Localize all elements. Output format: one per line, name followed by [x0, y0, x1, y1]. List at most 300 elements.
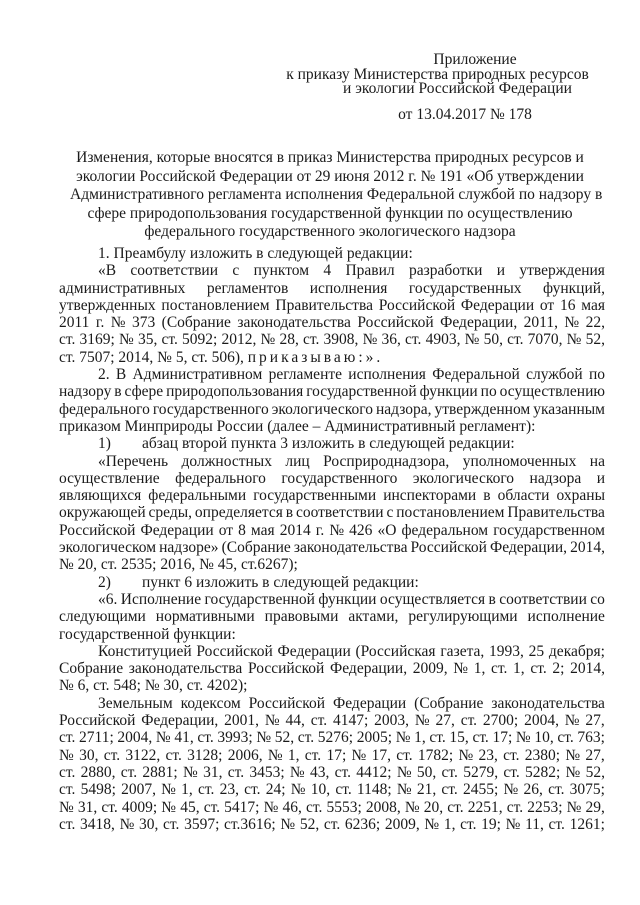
- word: 23,: [478, 746, 498, 764]
- item-1-quote-line: [59, 539, 605, 556]
- word: ст.: [303, 331, 320, 349]
- word: ст.: [323, 815, 341, 833]
- word: 50,: [483, 331, 503, 349]
- word: №: [264, 712, 280, 730]
- word: 4147;: [332, 712, 369, 730]
- word: административных: [59, 279, 186, 297]
- ministry-name: и экологии Российской Федерации: [343, 80, 572, 97]
- word: 2011: [59, 314, 90, 332]
- quote-text: ст. 7507; 2014, № 5, ст. 506),: [59, 348, 244, 366]
- paragraph-2-line: [59, 366, 605, 383]
- word: ст.: [203, 798, 221, 816]
- word: Росприроднадзора,: [323, 452, 450, 470]
- word: ст.: [334, 763, 351, 781]
- word: по: [588, 366, 605, 384]
- word: №: [119, 331, 134, 349]
- word: Правительства: [275, 296, 373, 314]
- word: ст.: [460, 815, 477, 833]
- word: «Перечень: [98, 452, 169, 470]
- order-reference: к приказу Министерства природных ресурсов: [286, 66, 589, 83]
- word: федерального: [175, 469, 266, 487]
- word: №: [290, 781, 306, 799]
- word: №: [505, 815, 521, 833]
- word: экологическом: [59, 539, 157, 557]
- word: осуществляется: [379, 590, 486, 608]
- word: надзора,: [375, 400, 432, 418]
- word: 22,: [585, 314, 605, 332]
- word: государственного: [281, 469, 398, 487]
- word: Административном: [132, 366, 263, 384]
- word: экологического: [412, 469, 515, 487]
- word: 43,: [309, 763, 330, 781]
- word: в: [285, 504, 294, 522]
- word: службой: [526, 366, 583, 384]
- word: 5279,: [463, 763, 499, 781]
- word: ст.: [244, 781, 261, 799]
- word: 1148;: [356, 781, 392, 799]
- word: №: [155, 729, 171, 747]
- word: ст.: [198, 781, 215, 799]
- word: регламенте: [268, 366, 343, 384]
- word: 30,: [79, 746, 99, 764]
- word: Собрание: [59, 660, 124, 678]
- word: №: [396, 781, 412, 799]
- word: №: [329, 521, 345, 539]
- word: 2014,: [570, 660, 605, 678]
- word: 1,: [414, 729, 426, 747]
- list-number: 2): [98, 573, 111, 591]
- word: в: [483, 487, 491, 505]
- land-code-line: [59, 729, 605, 746]
- paragraph-2-line: [59, 401, 605, 418]
- word: с: [232, 262, 240, 280]
- word: надзоре»: [159, 539, 219, 557]
- word: разработки: [408, 262, 483, 280]
- word: регламентов: [206, 279, 289, 297]
- paragraph-1-quote-line: [59, 297, 605, 314]
- word: 2014,: [570, 539, 605, 557]
- word: определяется: [194, 504, 283, 522]
- word: области: [497, 487, 550, 505]
- word: экологического: [271, 400, 373, 418]
- word: 16: [560, 296, 576, 314]
- word: №: [183, 763, 198, 781]
- word: 17;: [326, 746, 347, 764]
- word: 52,: [299, 815, 320, 833]
- word: Федерации,: [489, 539, 568, 557]
- word: актами,: [348, 608, 399, 626]
- word: г.: [315, 521, 325, 539]
- word: 41,: [174, 729, 194, 747]
- word: со: [590, 590, 605, 608]
- word: 1,: [473, 660, 486, 678]
- word: 2;: [552, 660, 565, 678]
- land-code-line: [59, 747, 605, 764]
- word: утверждения: [519, 262, 605, 280]
- paragraph-1-heading: 1. Преамбулу изложить в следующей редакции:: [98, 245, 413, 262]
- word: надзору: [59, 383, 112, 401]
- word: 2007,: [121, 781, 156, 799]
- item-2-quote-line: [59, 591, 605, 608]
- word: Федерации: [140, 521, 214, 539]
- word: государственными: [253, 487, 377, 505]
- constitution-line: [59, 643, 605, 660]
- word: 52,: [274, 729, 295, 747]
- word: Федерации,: [440, 314, 518, 332]
- paragraph-1-quote-last-line: [59, 349, 605, 366]
- word: 2004,: [117, 729, 153, 747]
- item-1-quote-line: [59, 522, 605, 539]
- word: Российской: [248, 694, 326, 712]
- word: законодательства: [128, 660, 243, 678]
- word: №: [564, 314, 580, 332]
- word: 4: [323, 262, 332, 280]
- word: №: [414, 712, 430, 730]
- word: 26,: [523, 781, 543, 799]
- word: «6.: [98, 590, 118, 608]
- land-code-line: [59, 695, 605, 712]
- item-2-quote-line: [59, 608, 605, 625]
- word: 19;: [481, 815, 501, 833]
- land-code-line: [59, 799, 605, 816]
- word: 30,: [139, 815, 159, 833]
- word: лиц: [285, 452, 310, 470]
- title-line: Изменения, которые вносятся в приказ Министерства природных ресурсов и: [76, 149, 584, 166]
- word: федеральными: [148, 487, 247, 505]
- word: (Собрание: [161, 314, 231, 332]
- word: 27,: [585, 712, 605, 730]
- land-code-line: [59, 781, 605, 798]
- word: ст.: [396, 746, 413, 764]
- word: и: [596, 469, 605, 487]
- word: газета,: [440, 642, 485, 660]
- word: ст.: [447, 798, 464, 816]
- word: 21,: [416, 781, 437, 799]
- quote-end: .: [376, 348, 381, 366]
- word: 2700;: [482, 712, 519, 730]
- word: №: [396, 763, 412, 781]
- word: 45,: [180, 798, 200, 816]
- word: №: [263, 798, 279, 816]
- word: 3122,: [125, 746, 161, 764]
- word: 2.: [98, 366, 110, 384]
- word: 36,: [381, 331, 401, 349]
- word: 28,: [279, 331, 299, 349]
- word: Федеральной: [432, 366, 520, 384]
- word: ст.: [405, 331, 422, 349]
- word: ст.: [548, 815, 565, 833]
- word: №: [453, 660, 469, 678]
- word: исполнения: [309, 279, 388, 297]
- word: 23,: [219, 781, 239, 799]
- word: в: [114, 383, 122, 401]
- word: Федерации: [460, 296, 535, 314]
- word: 373: [131, 314, 156, 332]
- word: №: [256, 729, 272, 747]
- item-1-quote-line: [59, 504, 605, 521]
- word: ст.: [197, 729, 214, 747]
- title-line: Административного регламента исполнения Федеральной службой по надзору в: [70, 186, 603, 203]
- word: ст.: [429, 729, 446, 747]
- land-code-line: [59, 816, 605, 833]
- word: государственного: [152, 400, 269, 418]
- word: с: [386, 504, 394, 522]
- word: №: [424, 815, 440, 833]
- paragraph-1-quote-line: [59, 262, 605, 279]
- word: В: [115, 366, 127, 384]
- word: мая: [581, 296, 605, 314]
- word: ст.: [297, 729, 315, 747]
- word: ст.: [165, 746, 182, 764]
- word: ст.: [227, 763, 245, 781]
- word: 6236;: [344, 815, 381, 833]
- word: 27,: [585, 746, 605, 764]
- word: функций,: [542, 279, 605, 297]
- word: 7070,: [527, 331, 563, 349]
- constitution-last-line: № 6, ст. 548; № 30, ст. 4202);: [59, 677, 248, 695]
- word: 20,: [423, 798, 444, 816]
- word: 3597;: [184, 815, 220, 833]
- word: 3908,: [323, 331, 359, 349]
- word: 31,: [203, 763, 223, 781]
- word: 52,: [585, 331, 605, 349]
- word: 1,: [287, 746, 300, 764]
- word: ст.: [460, 712, 478, 730]
- word: 1,: [443, 815, 456, 833]
- title-line: сфере природопользования государственной функции по осуществлению: [87, 204, 573, 222]
- word: 2001,: [224, 712, 260, 730]
- word: №: [395, 729, 411, 747]
- word: №: [566, 331, 582, 349]
- word: инспекторами: [383, 487, 477, 505]
- word: 10,: [310, 781, 331, 799]
- word: регулирующими: [408, 608, 518, 626]
- word: окружающей: [59, 504, 146, 522]
- word: ст.: [120, 763, 138, 781]
- list-item-1: [59, 435, 605, 452]
- word: 11,: [525, 815, 544, 833]
- list-item-2: [59, 574, 605, 591]
- word: постановлением: [161, 296, 270, 314]
- word: исполнение: [527, 608, 605, 626]
- word: ст.: [59, 781, 76, 799]
- word: ст.: [441, 763, 458, 781]
- word: №: [267, 746, 283, 764]
- word: Федерации,: [330, 660, 408, 678]
- word: 1993,: [489, 642, 524, 660]
- word: 4009;: [121, 798, 158, 816]
- word: ст.: [59, 331, 76, 349]
- word: по: [480, 383, 497, 401]
- word: №: [564, 712, 580, 730]
- word: соответствии: [130, 262, 219, 280]
- paragraph-1-quote-line: [59, 331, 605, 348]
- word: надзора: [529, 469, 582, 487]
- word: утвержденных: [59, 296, 156, 314]
- word: 4412;: [356, 763, 392, 781]
- word: №: [565, 746, 581, 764]
- word: 763;: [577, 729, 605, 747]
- word: 3075;: [569, 781, 605, 799]
- word: Земельным: [98, 694, 173, 712]
- word: №: [260, 331, 276, 349]
- list-text: пункт 6 изложить в следующей редакции:: [142, 573, 419, 591]
- list-text: абзац второй пункта 3 изложить в следующей редакции:: [142, 435, 515, 453]
- word: 31,: [77, 798, 98, 816]
- word: 1,: [181, 781, 193, 799]
- word: ст.: [441, 781, 458, 799]
- word: №: [351, 746, 367, 764]
- word: 27,: [435, 712, 455, 730]
- word: №: [161, 798, 177, 816]
- word: в: [488, 590, 496, 608]
- word: 10,: [534, 729, 554, 747]
- appendix-label: Приложение: [433, 51, 517, 68]
- paragraph-2-last-line: приказом Минприроды России (далее – Административный регламент):: [59, 417, 536, 435]
- word: 5092;: [182, 331, 218, 349]
- word: ст.: [548, 781, 565, 799]
- word: следующими: [59, 608, 146, 626]
- word: ст.: [103, 746, 121, 764]
- word: функции: [419, 383, 478, 401]
- word: 2006,: [227, 746, 263, 764]
- word: государственных: [408, 279, 522, 297]
- word: на: [589, 452, 605, 470]
- word: государственной: [306, 383, 417, 401]
- word: 2004,: [524, 712, 559, 730]
- title-line: экологии Российской Федерации от 29 июня 2012 г. № 191 «Об утверждении: [76, 167, 584, 185]
- word: ст.: [59, 763, 76, 781]
- word: должностных: [181, 452, 272, 470]
- word: ст.: [101, 798, 118, 816]
- word: уполномоченных: [462, 452, 577, 470]
- word: №: [119, 815, 135, 833]
- word: пунктом: [253, 262, 310, 280]
- word: 3993;: [217, 729, 253, 747]
- word: ст.: [59, 815, 76, 833]
- document-body: [59, 245, 605, 833]
- word: соответствии: [295, 504, 384, 522]
- word: исполнения: [348, 366, 426, 384]
- word: 17;: [492, 729, 513, 747]
- word: правовыми: [264, 608, 339, 626]
- word: №: [161, 781, 176, 799]
- item-1-quote-line: [59, 453, 605, 470]
- word: и: [496, 262, 506, 280]
- word: 2880,: [80, 763, 116, 781]
- word: от: [218, 521, 234, 539]
- word: 2881;: [142, 763, 178, 781]
- word: 46,: [282, 798, 302, 816]
- word: 24;: [265, 781, 286, 799]
- word: природопользования: [166, 383, 304, 401]
- word: ст.: [304, 746, 322, 764]
- word: 8: [238, 521, 246, 539]
- word: кодексом: [180, 694, 241, 712]
- word: №: [110, 314, 126, 332]
- word: 2012,: [221, 331, 257, 349]
- word: государственном: [493, 521, 605, 539]
- word: №: [404, 798, 420, 816]
- list-number: 1): [98, 435, 111, 453]
- word: законодательства: [293, 539, 408, 557]
- word: 50,: [416, 763, 437, 781]
- word: №: [566, 798, 582, 816]
- paragraph-2-line: [59, 383, 605, 400]
- word: постановлением: [396, 504, 505, 522]
- word: ст.: [557, 729, 574, 747]
- word: ст.: [506, 798, 524, 816]
- word: от: [539, 296, 555, 314]
- constitution-line: [59, 660, 605, 677]
- word: №: [464, 331, 480, 349]
- word: 1,: [513, 660, 525, 678]
- word: ст.: [503, 746, 520, 764]
- word: №: [565, 763, 581, 781]
- word: 2380;: [524, 746, 561, 764]
- word: законодательства: [237, 314, 351, 332]
- word: ст.: [507, 331, 524, 349]
- word: 426: [349, 521, 373, 539]
- word: 1782;: [417, 746, 454, 764]
- word: сфере: [124, 383, 164, 401]
- word: 2253;: [527, 798, 563, 816]
- word: (Российская: [355, 642, 436, 660]
- word: 25: [528, 642, 545, 660]
- word: Российской: [196, 642, 273, 660]
- land-code-line: [59, 764, 605, 781]
- word: 5553;: [326, 798, 362, 816]
- word: 3128;: [187, 746, 223, 764]
- word: Конституцией: [98, 642, 192, 660]
- word: 3418,: [80, 815, 115, 833]
- item-1-quote-last-line: № 20, ст. 2535; 2016, № 45, ст.6267);: [59, 556, 298, 574]
- word: ст.: [310, 712, 328, 730]
- word: федерального: [59, 400, 150, 418]
- word: №: [280, 815, 296, 833]
- word: государственной: [204, 590, 315, 608]
- word: ст.: [161, 331, 178, 349]
- word: Российской: [378, 296, 456, 314]
- word: 5498;: [80, 781, 116, 799]
- paragraph-1-quote-line: [59, 280, 605, 297]
- word: 2711;: [79, 729, 114, 747]
- word: соответствии: [499, 590, 587, 608]
- item-1-quote-line: [59, 487, 605, 504]
- word: декабря;: [548, 642, 605, 660]
- word: 5282;: [524, 763, 561, 781]
- word: (Собрание: [221, 539, 291, 557]
- word: 29,: [585, 798, 605, 816]
- word: Российской: [410, 539, 487, 557]
- word: федеральном: [401, 521, 489, 539]
- word: 2014: [279, 521, 311, 539]
- word: 5417;: [224, 798, 260, 816]
- word: Правительства: [507, 504, 605, 522]
- word: г.: [95, 314, 105, 332]
- word: охраны: [556, 487, 605, 505]
- word: №: [362, 331, 378, 349]
- word: ст.: [59, 729, 76, 747]
- word: 2008,: [365, 798, 401, 816]
- document-title: [70, 149, 603, 242]
- word: Федерации: [333, 694, 407, 712]
- paragraph-1-quote-line: [59, 314, 605, 331]
- word: №: [289, 763, 305, 781]
- word: Федерации,: [141, 712, 219, 730]
- word: ст.: [472, 729, 489, 747]
- title-line: федерального государственного экологического надзора: [144, 223, 516, 240]
